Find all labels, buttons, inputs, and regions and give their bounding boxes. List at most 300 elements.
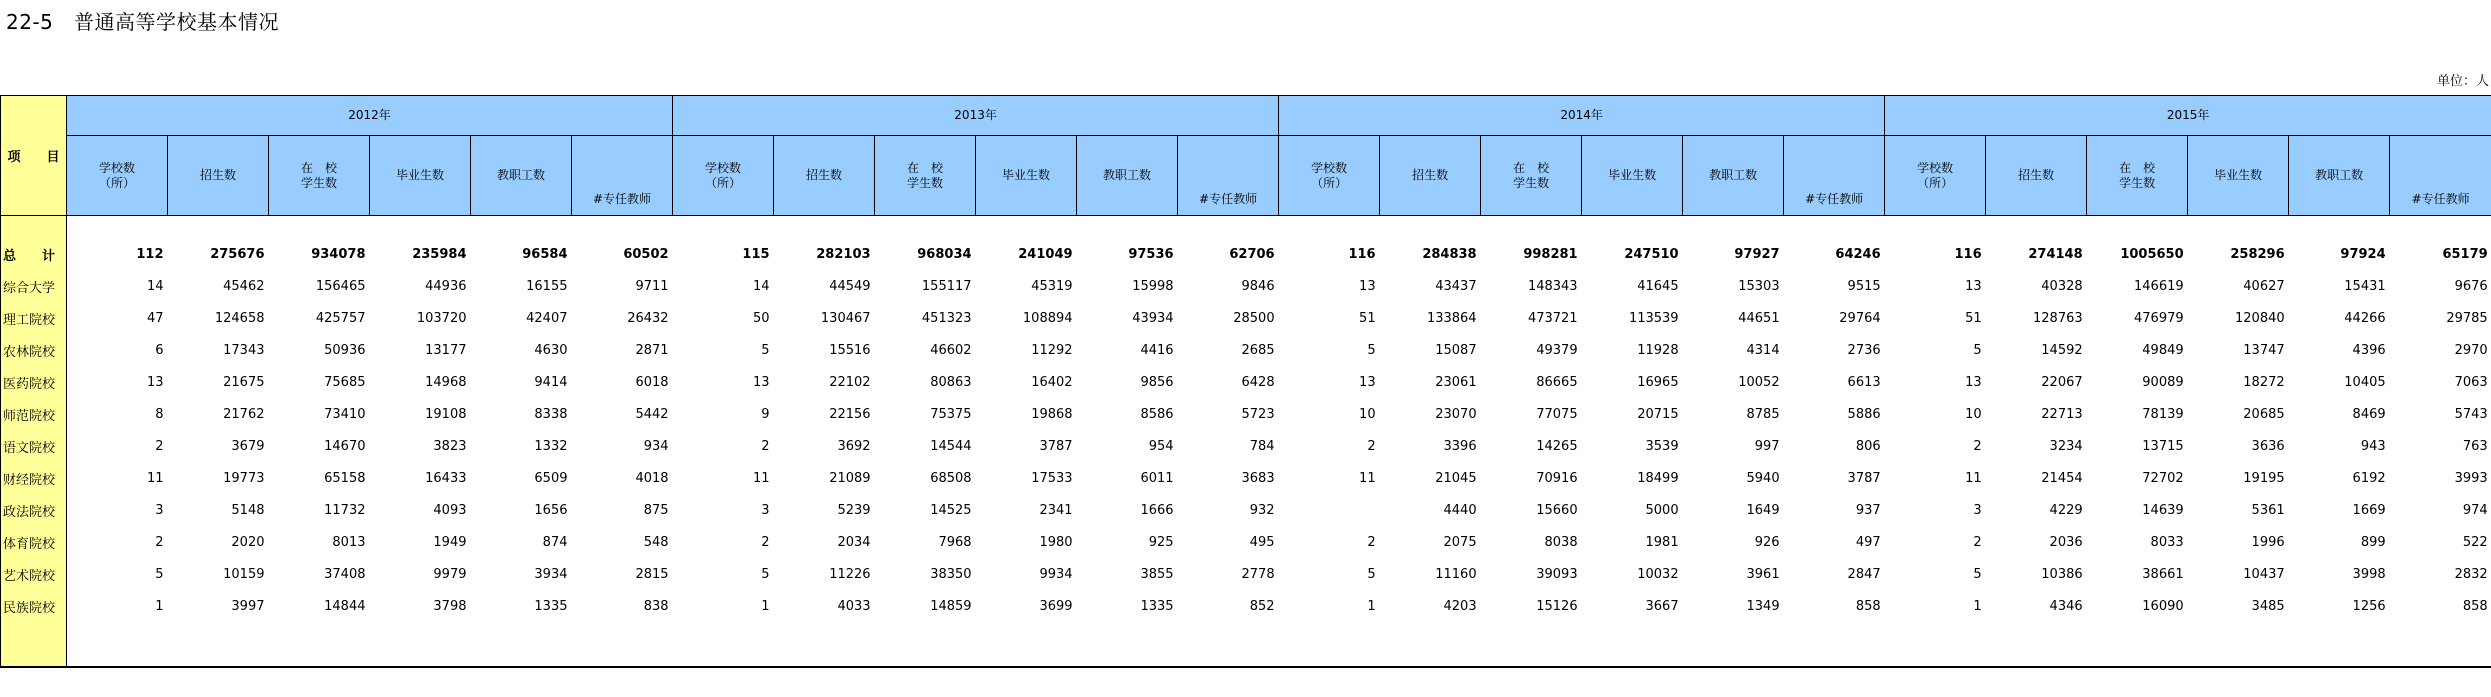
table-cell: 43437 bbox=[1435, 278, 1477, 294]
table-cell: 284838 bbox=[1422, 246, 1477, 262]
table-cell: 2 bbox=[761, 438, 770, 454]
table-cell: 3993 bbox=[2454, 470, 2488, 486]
table-cell: 4416 bbox=[1140, 342, 1174, 358]
table-cell: 874 bbox=[542, 534, 568, 550]
row-label: 语文院校 bbox=[1, 430, 67, 462]
table-cell: 6 bbox=[155, 342, 164, 358]
table-cell: 15660 bbox=[1536, 502, 1578, 518]
table-cell: 1666 bbox=[1140, 502, 1174, 518]
table-cell: 968034 bbox=[917, 246, 972, 262]
table-cell: 39093 bbox=[1536, 566, 1578, 582]
row-label: 财经院校 bbox=[1, 462, 67, 494]
spacer-cell bbox=[1178, 216, 1279, 239]
table-cell: 26432 bbox=[627, 310, 669, 326]
spacer-cell bbox=[774, 216, 875, 239]
table-cell: 4229 bbox=[2049, 502, 2083, 518]
table-cell: 51 bbox=[1965, 310, 1982, 326]
column-header-staff: 教职工数 bbox=[1077, 136, 1178, 216]
table-cell: 3798 bbox=[433, 598, 467, 614]
table-cell: 120840 bbox=[2235, 310, 2285, 326]
column-header-teachers: #专任教师 bbox=[1784, 136, 1885, 216]
table-cell: 5000 bbox=[1645, 502, 1679, 518]
table-cell: 13 bbox=[146, 374, 164, 390]
table-row bbox=[1, 302, 2491, 334]
table-cell: 17533 bbox=[1031, 470, 1073, 486]
table-cell: 15087 bbox=[1435, 342, 1477, 358]
year-header-2013: 2013年 bbox=[673, 96, 1279, 136]
unit-label: 单位：人 bbox=[2436, 74, 2489, 89]
table-row bbox=[1, 558, 2491, 590]
end-cell bbox=[1683, 622, 1784, 667]
table-cell: 44936 bbox=[425, 278, 467, 294]
table-cell: 11928 bbox=[1637, 342, 1679, 358]
table-cell: 5 bbox=[761, 342, 770, 358]
table-cell: 4314 bbox=[1746, 342, 1780, 358]
page-title: 22-5 普通高等学校基本情况 bbox=[6, 10, 279, 34]
table-cell: 14592 bbox=[2041, 342, 2083, 358]
table-cell: 2036 bbox=[2049, 534, 2083, 550]
table-cell: 2 bbox=[1367, 534, 1376, 550]
table-cell: 22156 bbox=[829, 406, 871, 422]
end-cell bbox=[2188, 622, 2289, 667]
table-cell: 497 bbox=[1855, 534, 1881, 550]
table-cell: 974 bbox=[2462, 502, 2488, 518]
column-header-teachers: #专任教师 bbox=[2390, 136, 2491, 216]
row-label: 综合大学 bbox=[1, 270, 67, 302]
table-cell: 1335 bbox=[1140, 598, 1174, 614]
column-header-enrollment: 招生数 bbox=[1380, 136, 1481, 216]
table-cell: 274148 bbox=[2028, 246, 2083, 262]
table-cell: 155117 bbox=[921, 278, 972, 294]
end-cell bbox=[875, 622, 976, 667]
table-cell: 14968 bbox=[425, 374, 467, 390]
table-cell: 51 bbox=[1359, 310, 1376, 326]
table-cell: 11160 bbox=[1435, 566, 1477, 582]
column-header-enrollment: 招生数 bbox=[774, 136, 875, 216]
table-cell: 148343 bbox=[1527, 278, 1578, 294]
table-cell: 875 bbox=[643, 502, 669, 518]
table-cell: 15126 bbox=[1536, 598, 1578, 614]
table-cell: 6613 bbox=[1847, 374, 1881, 390]
row-label-end bbox=[1, 622, 67, 667]
table-cell: 40627 bbox=[2243, 278, 2285, 294]
table-cell: 3855 bbox=[1140, 566, 1174, 582]
table-cell: 5 bbox=[1973, 566, 1982, 582]
table-cell: 925 bbox=[1148, 534, 1174, 550]
table-cell: 1256 bbox=[2352, 598, 2386, 614]
table-cell: 9 bbox=[761, 406, 770, 422]
end-cell bbox=[1784, 622, 1885, 667]
table-cell: 9711 bbox=[635, 278, 669, 294]
spacer-cell bbox=[67, 216, 168, 239]
table-cell: 473721 bbox=[1527, 310, 1578, 326]
table-cell: 11 bbox=[1359, 470, 1376, 486]
end-cell bbox=[673, 622, 774, 667]
row-label: 体育院校 bbox=[1, 526, 67, 558]
table-cell: 2847 bbox=[1847, 566, 1881, 582]
table-cell: 15303 bbox=[1738, 278, 1780, 294]
table-cell: 97924 bbox=[2340, 246, 2386, 262]
table-cell: 146619 bbox=[2134, 278, 2184, 294]
table-cell: 13 bbox=[1359, 374, 1376, 390]
table-cell: 937 bbox=[1855, 502, 1881, 518]
spacer-cell bbox=[2390, 216, 2491, 239]
end-cell bbox=[1077, 622, 1178, 667]
table-cell: 10405 bbox=[2344, 374, 2386, 390]
column-header-students: 在 校 学生数 bbox=[2087, 136, 2188, 216]
table-cell: 6018 bbox=[635, 374, 669, 390]
table-cell: 28500 bbox=[1233, 310, 1275, 326]
table-cell: 10052 bbox=[1738, 374, 1780, 390]
spacer-cell bbox=[471, 216, 572, 239]
table-cell: 8 bbox=[155, 406, 164, 422]
table-cell: 3692 bbox=[837, 438, 871, 454]
spacer-cell bbox=[269, 216, 370, 239]
spacer-cell bbox=[168, 216, 269, 239]
column-header-staff: 教职工数 bbox=[2289, 136, 2390, 216]
table-cell: 41645 bbox=[1637, 278, 1679, 294]
table-cell: 7968 bbox=[938, 534, 972, 550]
table-cell: 3961 bbox=[1746, 566, 1780, 582]
table-cell: 16155 bbox=[526, 278, 568, 294]
row-label: 农林院校 bbox=[1, 334, 67, 366]
spacer-cell bbox=[976, 216, 1077, 239]
table-cell: 116 bbox=[1954, 246, 1982, 262]
table-cell: 116 bbox=[1348, 246, 1376, 262]
table-cell: 4440 bbox=[1443, 502, 1477, 518]
table-row bbox=[1, 526, 2491, 558]
column-header-staff: 教职工数 bbox=[1683, 136, 1784, 216]
table-cell: 5723 bbox=[1241, 406, 1275, 422]
table-cell: 9934 bbox=[1039, 566, 1073, 582]
table-cell: 3787 bbox=[1847, 470, 1881, 486]
table-cell: 3 bbox=[155, 502, 164, 518]
table-cell bbox=[1279, 494, 1380, 526]
table-cell: 522 bbox=[2462, 534, 2488, 550]
table-cell: 80863 bbox=[930, 374, 972, 390]
table-cell: 1335 bbox=[534, 598, 568, 614]
table-cell: 2685 bbox=[1241, 342, 1275, 358]
table-row bbox=[1, 334, 2491, 366]
table-cell: 2815 bbox=[635, 566, 669, 582]
end-cell bbox=[572, 622, 673, 667]
spacer-cell bbox=[1380, 216, 1481, 239]
table-cell: 45319 bbox=[1031, 278, 1073, 294]
end-cell bbox=[1582, 622, 1683, 667]
table-cell: 15998 bbox=[1132, 278, 1174, 294]
table-cell: 3234 bbox=[2049, 438, 2083, 454]
table-cell: 784 bbox=[1249, 438, 1275, 454]
table-row bbox=[1, 270, 2491, 302]
table-cell: 21045 bbox=[1435, 470, 1477, 486]
table-cell: 19868 bbox=[1031, 406, 1073, 422]
table-cell: 1656 bbox=[534, 502, 568, 518]
table-cell: 2 bbox=[1367, 438, 1376, 454]
table-cell: 112 bbox=[136, 246, 164, 262]
table-cell: 3636 bbox=[2251, 438, 2285, 454]
row-label: 总 计 bbox=[1, 238, 67, 270]
table-cell: 5743 bbox=[2454, 406, 2488, 422]
spacer-cell bbox=[2087, 216, 2188, 239]
table-cell: 21089 bbox=[829, 470, 871, 486]
table-cell: 5361 bbox=[2251, 502, 2285, 518]
table-cell: 934 bbox=[643, 438, 669, 454]
table-cell: 15516 bbox=[829, 342, 871, 358]
table-cell: 3539 bbox=[1645, 438, 1679, 454]
table-cell: 50936 bbox=[324, 342, 366, 358]
table-cell: 47 bbox=[146, 310, 164, 326]
spacer-cell bbox=[1279, 216, 1380, 239]
table-cell: 6509 bbox=[534, 470, 568, 486]
table-cell: 5 bbox=[1367, 566, 1376, 582]
table-cell: 5886 bbox=[1847, 406, 1881, 422]
table-cell: 16402 bbox=[1031, 374, 1073, 390]
end-cell bbox=[774, 622, 875, 667]
table-cell: 75685 bbox=[324, 374, 366, 390]
table-cell: 9846 bbox=[1241, 278, 1275, 294]
table-cell: 5 bbox=[155, 566, 164, 582]
table-cell: 3997 bbox=[231, 598, 265, 614]
table-cell: 18272 bbox=[2243, 374, 2285, 390]
table-cell: 46602 bbox=[930, 342, 972, 358]
column-header-school-count: 学校数 （所） bbox=[1885, 136, 1986, 216]
table-cell: 943 bbox=[2360, 438, 2386, 454]
table-cell: 14 bbox=[753, 278, 770, 294]
table-cell: 13177 bbox=[425, 342, 467, 358]
table-cell: 3823 bbox=[433, 438, 467, 454]
spacer-cell bbox=[370, 216, 471, 239]
table-cell: 23070 bbox=[1435, 406, 1477, 422]
spacer-cell bbox=[1784, 216, 1885, 239]
table-row bbox=[1, 366, 2491, 398]
table-cell: 3787 bbox=[1039, 438, 1073, 454]
table-cell: 96584 bbox=[522, 246, 568, 262]
table-cell: 64246 bbox=[1835, 246, 1881, 262]
table-cell: 9676 bbox=[2454, 278, 2488, 294]
table-cell: 29764 bbox=[1839, 310, 1881, 326]
spacer-cell bbox=[1885, 216, 1986, 239]
column-header-school-count: 学校数 （所） bbox=[67, 136, 168, 216]
table-cell: 16433 bbox=[425, 470, 467, 486]
table-cell: 806 bbox=[1855, 438, 1881, 454]
table-cell: 3998 bbox=[2352, 566, 2386, 582]
table-cell: 21675 bbox=[223, 374, 265, 390]
table-cell: 6192 bbox=[2352, 470, 2386, 486]
column-header-enrollment: 招生数 bbox=[1986, 136, 2087, 216]
table-cell: 258296 bbox=[2230, 246, 2285, 262]
table-cell: 3396 bbox=[1443, 438, 1477, 454]
table-cell: 20685 bbox=[2243, 406, 2285, 422]
table-cell: 7063 bbox=[2454, 374, 2488, 390]
end-cell bbox=[976, 622, 1077, 667]
table-cell: 62706 bbox=[1229, 246, 1275, 262]
table-row bbox=[1, 398, 2491, 430]
end-cell bbox=[370, 622, 471, 667]
table-cell: 2970 bbox=[2454, 342, 2488, 358]
table-cell: 43934 bbox=[1132, 310, 1174, 326]
table-cell: 858 bbox=[2462, 598, 2488, 614]
table-cell: 9515 bbox=[1847, 278, 1881, 294]
table-cell: 73410 bbox=[324, 406, 366, 422]
column-header-graduates: 毕业生数 bbox=[2188, 136, 2289, 216]
table-cell: 15431 bbox=[2344, 278, 2386, 294]
table-cell: 97927 bbox=[1734, 246, 1780, 262]
table-cell: 10 bbox=[1359, 406, 1376, 422]
table-cell: 1996 bbox=[2251, 534, 2285, 550]
table-cell: 13715 bbox=[2142, 438, 2184, 454]
row-label: 政法院校 bbox=[1, 494, 67, 526]
table-cell: 11732 bbox=[324, 502, 366, 518]
table-cell: 275676 bbox=[210, 246, 265, 262]
year-header-2014: 2014年 bbox=[1279, 96, 1885, 136]
table-cell: 38350 bbox=[930, 566, 972, 582]
table-cell: 235984 bbox=[412, 246, 467, 262]
table-cell: 5940 bbox=[1746, 470, 1780, 486]
end-cell bbox=[1481, 622, 1582, 667]
table-cell: 20715 bbox=[1637, 406, 1679, 422]
table-cell: 9856 bbox=[1140, 374, 1174, 390]
table-cell: 10 bbox=[1965, 406, 1982, 422]
spacer-cell bbox=[572, 216, 673, 239]
table-cell: 4093 bbox=[433, 502, 467, 518]
table-cell: 9414 bbox=[534, 374, 568, 390]
column-header-graduates: 毕业生数 bbox=[1582, 136, 1683, 216]
table-cell: 241049 bbox=[1018, 246, 1073, 262]
column-header-teachers: #专任教师 bbox=[572, 136, 673, 216]
table-cell: 44266 bbox=[2344, 310, 2386, 326]
table-cell: 425757 bbox=[315, 310, 366, 326]
table-cell: 29785 bbox=[2446, 310, 2488, 326]
table-cell: 2778 bbox=[1241, 566, 1275, 582]
table-cell: 13 bbox=[1359, 278, 1376, 294]
table-cell: 108894 bbox=[1022, 310, 1073, 326]
table-cell: 997 bbox=[1754, 438, 1780, 454]
spacer-cell bbox=[2188, 216, 2289, 239]
table-cell: 19773 bbox=[223, 470, 265, 486]
table-cell: 22067 bbox=[2041, 374, 2083, 390]
table-row bbox=[1, 590, 2491, 622]
table-cell: 18499 bbox=[1637, 470, 1679, 486]
row-label: 医药院校 bbox=[1, 366, 67, 398]
table-cell: 899 bbox=[2360, 534, 2386, 550]
table-cell: 50 bbox=[753, 310, 770, 326]
table-cell: 247510 bbox=[1624, 246, 1679, 262]
item-header: 项 目 bbox=[1, 96, 67, 216]
table-cell: 44549 bbox=[829, 278, 871, 294]
table-row bbox=[1, 462, 2491, 494]
table-cell: 451323 bbox=[921, 310, 972, 326]
table-cell: 11 bbox=[1965, 470, 1982, 486]
table-cell: 2075 bbox=[1443, 534, 1477, 550]
table-cell: 65158 bbox=[324, 470, 366, 486]
table-cell: 40328 bbox=[2041, 278, 2083, 294]
table-cell: 1005650 bbox=[2120, 246, 2184, 262]
end-cell bbox=[2390, 622, 2491, 667]
spacer-cell bbox=[1986, 216, 2087, 239]
table-cell: 3683 bbox=[1241, 470, 1275, 486]
column-header-graduates: 毕业生数 bbox=[976, 136, 1077, 216]
table-cell: 23061 bbox=[1435, 374, 1477, 390]
column-header-students: 在 校 学生数 bbox=[269, 136, 370, 216]
end-cell bbox=[168, 622, 269, 667]
table-cell: 5239 bbox=[837, 502, 871, 518]
table-cell: 3 bbox=[1973, 502, 1982, 518]
table-cell: 2736 bbox=[1847, 342, 1881, 358]
spacer-cell bbox=[2289, 216, 2390, 239]
end-cell bbox=[471, 622, 572, 667]
table-cell: 86665 bbox=[1536, 374, 1578, 390]
table-cell: 5 bbox=[1973, 342, 1982, 358]
table-cell: 22102 bbox=[829, 374, 871, 390]
column-header-staff: 教职工数 bbox=[471, 136, 572, 216]
table-cell: 2871 bbox=[635, 342, 669, 358]
table-cell: 3699 bbox=[1039, 598, 1073, 614]
column-header-school-count: 学校数 （所） bbox=[673, 136, 774, 216]
table-cell: 4018 bbox=[635, 470, 669, 486]
table-cell: 5442 bbox=[635, 406, 669, 422]
table-cell: 14265 bbox=[1536, 438, 1578, 454]
table-cell: 8033 bbox=[2150, 534, 2184, 550]
table-cell: 14670 bbox=[324, 438, 366, 454]
spacer-cell bbox=[673, 216, 774, 239]
table-cell: 4396 bbox=[2352, 342, 2386, 358]
row-label: 艺术院校 bbox=[1, 558, 67, 590]
end-cell bbox=[1986, 622, 2087, 667]
column-header-students: 在 校 学生数 bbox=[1481, 136, 1582, 216]
table-cell: 3485 bbox=[2251, 598, 2285, 614]
table-cell: 282103 bbox=[816, 246, 871, 262]
table-cell: 44651 bbox=[1738, 310, 1780, 326]
table-cell: 2832 bbox=[2454, 566, 2488, 582]
table-cell: 60502 bbox=[623, 246, 669, 262]
table-cell: 68508 bbox=[930, 470, 972, 486]
end-cell bbox=[1885, 622, 1986, 667]
table-cell: 21454 bbox=[2041, 470, 2083, 486]
table-cell: 8013 bbox=[332, 534, 366, 550]
year-header-2012: 2012年 bbox=[67, 96, 673, 136]
row-label: 理工院校 bbox=[1, 302, 67, 334]
table-cell: 103720 bbox=[416, 310, 467, 326]
table-cell: 124658 bbox=[214, 310, 265, 326]
table-cell: 70916 bbox=[1536, 470, 1578, 486]
table-cell: 78139 bbox=[2142, 406, 2184, 422]
table-cell: 17343 bbox=[223, 342, 265, 358]
table-cell: 42407 bbox=[526, 310, 568, 326]
spacer-cell bbox=[1077, 216, 1178, 239]
row-label-spacer bbox=[1, 216, 67, 239]
table-cell: 2341 bbox=[1039, 502, 1073, 518]
table-cell: 75375 bbox=[930, 406, 972, 422]
year-header-2015: 2015年 bbox=[1885, 96, 2491, 136]
table-cell: 5 bbox=[761, 566, 770, 582]
column-header-teachers: #专任教师 bbox=[1178, 136, 1279, 216]
table-cell: 934078 bbox=[311, 246, 366, 262]
table-cell: 128763 bbox=[2033, 310, 2083, 326]
table-cell: 10386 bbox=[2041, 566, 2083, 582]
table-cell: 4203 bbox=[1443, 598, 1477, 614]
table-cell: 3679 bbox=[231, 438, 265, 454]
table-cell: 4033 bbox=[837, 598, 871, 614]
table-cell: 10437 bbox=[2243, 566, 2285, 582]
table-cell: 8338 bbox=[534, 406, 568, 422]
table-cell: 14859 bbox=[930, 598, 972, 614]
table-cell: 1 bbox=[1973, 598, 1982, 614]
table-cell: 1349 bbox=[1746, 598, 1780, 614]
table-cell: 1981 bbox=[1645, 534, 1679, 550]
table-cell: 1 bbox=[1367, 598, 1376, 614]
table-row bbox=[1, 494, 2491, 526]
table-cell: 113539 bbox=[1628, 310, 1679, 326]
